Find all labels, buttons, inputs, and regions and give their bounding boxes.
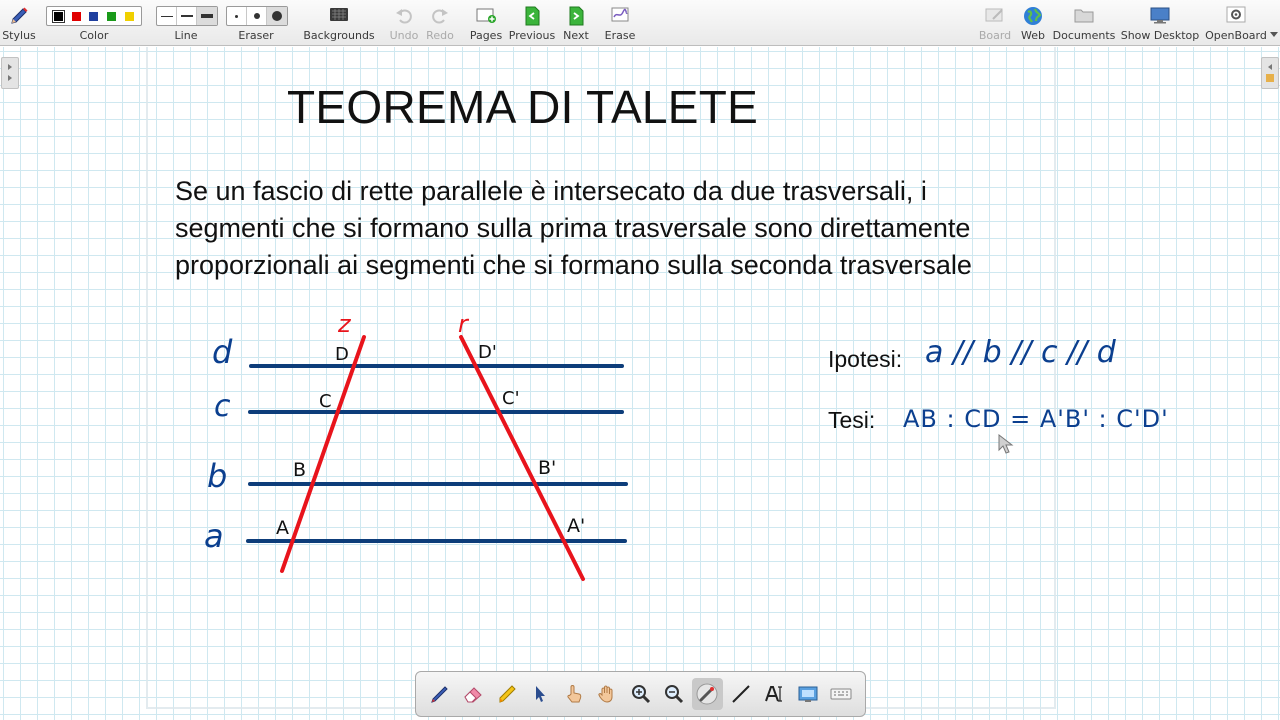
pages-button[interactable]: [466, 0, 506, 46]
eraser-large-option[interactable]: [267, 7, 287, 25]
zoom-out-icon: [662, 682, 686, 706]
laser-pointer-icon: [695, 682, 719, 706]
documents-button[interactable]: [1052, 0, 1116, 46]
pen-tool-button[interactable]: [424, 678, 455, 710]
color-swatch-blue[interactable]: [89, 12, 98, 21]
line-width-segments: [156, 6, 218, 26]
highlighter-tool-button[interactable]: [491, 678, 522, 710]
color-swatch-red[interactable]: [72, 12, 81, 21]
pen-icon: [428, 682, 452, 706]
erase-page-icon: [609, 5, 631, 25]
zoom-out-tool-button[interactable]: [658, 678, 689, 710]
transversal-z: [282, 337, 364, 571]
documents-label: Documents: [1052, 29, 1116, 42]
text-icon: [762, 682, 786, 706]
eraser-size-picker[interactable]: [225, 0, 287, 46]
zoom-in-icon: [629, 682, 653, 706]
capture-tool-button[interactable]: [792, 678, 823, 710]
eraser-label: Eraser: [238, 29, 274, 42]
erase-label: Erase: [604, 29, 636, 42]
gear-icon: [1225, 5, 1247, 25]
main-toolbar: [0, 0, 1280, 46]
openboard-label: OpenBoard: [1205, 29, 1267, 42]
previous-page-icon: [522, 5, 542, 27]
line-thick-option[interactable]: [197, 7, 217, 25]
next-page-icon: [566, 5, 586, 27]
theorem-line-3: proporzionali ai segmenti che si formano sulla seconda trasversale: [175, 250, 972, 280]
page-title: TEOREMA DI TALETE: [287, 81, 759, 133]
undo-button[interactable]: [388, 0, 420, 46]
line-medium-option[interactable]: [177, 7, 197, 25]
backgrounds-icon: [328, 5, 350, 25]
point-label-D-prime: D': [478, 342, 497, 363]
point-label-A: A: [276, 517, 289, 539]
hypothesis-label: Ipotesi:: [828, 346, 903, 372]
redo-button[interactable]: [424, 0, 456, 46]
eraser-icon: [461, 682, 485, 706]
pointing-hand-icon: [562, 682, 586, 706]
line-icon: [729, 682, 753, 706]
color-swatch-yellow[interactable]: [125, 12, 134, 21]
hand-icon: [595, 682, 619, 706]
undo-label: Undo: [389, 29, 419, 42]
openboard-dropdown-icon[interactable]: [1270, 32, 1278, 38]
transversal-label-r: r: [458, 310, 468, 338]
board-label: Board: [978, 29, 1012, 42]
folder-icon: [1073, 5, 1095, 25]
line-tool-button[interactable]: [725, 678, 756, 710]
selector-tool-button[interactable]: [524, 678, 555, 710]
line-label-b: b: [207, 457, 228, 495]
whiteboard-canvas[interactable]: [0, 47, 1280, 720]
pages-label: Pages: [469, 29, 503, 42]
openboard-menu-button[interactable]: [1204, 0, 1268, 46]
zoom-in-tool-button[interactable]: [625, 678, 656, 710]
redo-icon: [430, 5, 450, 25]
theorem-line-2: segmenti che si formano sulla prima trasversale sono direttamente: [175, 213, 971, 243]
thesis-handwriting: AB : CD = A'B' : C'D': [903, 405, 1169, 433]
redo-label: Redo: [426, 29, 454, 42]
point-label-A-prime: A': [567, 515, 586, 537]
web-label: Web: [1021, 29, 1045, 42]
theorem-line-1: Se un fascio di rette parallele è intersecato da due trasversali, i: [175, 176, 927, 206]
text-tool-button[interactable]: [759, 678, 790, 710]
line-label-a: a: [204, 517, 224, 555]
line-thin-option[interactable]: [157, 7, 177, 25]
tool-palette: [415, 671, 866, 717]
point-label-B-prime: B': [538, 457, 557, 479]
board-icon: [984, 5, 1006, 25]
add-page-icon: [475, 5, 497, 25]
globe-icon: [1022, 5, 1044, 27]
interact-tool-button[interactable]: [558, 678, 589, 710]
color-swatches: [46, 6, 142, 26]
laser-pointer-tool-button[interactable]: [692, 678, 723, 710]
next-page-button[interactable]: [558, 0, 594, 46]
thesis-label: Tesi:: [828, 407, 876, 433]
backgrounds-label: Backgrounds: [303, 29, 375, 42]
backgrounds-button[interactable]: [302, 0, 376, 46]
web-button[interactable]: [1016, 0, 1050, 46]
point-label-B: B: [293, 459, 307, 481]
virtual-keyboard-button[interactable]: [826, 678, 857, 710]
line-label-c: c: [214, 389, 231, 424]
color-label: Color: [79, 29, 109, 42]
point-label-D: D: [335, 344, 349, 365]
color-swatch-green[interactable]: [107, 12, 116, 21]
show-desktop-label: Show Desktop: [1120, 29, 1200, 42]
eraser-medium-option[interactable]: [247, 7, 267, 25]
hand-tool-button[interactable]: [591, 678, 622, 710]
point-label-C: C: [319, 391, 332, 412]
color-picker[interactable]: [44, 0, 144, 46]
next-label: Next: [563, 29, 589, 42]
undo-icon: [394, 5, 414, 25]
capture-icon: [796, 682, 820, 706]
monitor-icon: [1149, 5, 1171, 25]
line-label: Line: [174, 29, 198, 42]
color-swatch-black[interactable]: [54, 12, 63, 21]
line-label-d: d: [212, 333, 233, 371]
stylus-button[interactable]: [0, 0, 38, 46]
erase-button[interactable]: [600, 0, 640, 46]
thales-diagram: [0, 47, 1280, 720]
mouse-pointer-icon: [998, 434, 1016, 456]
stylus-label: Stylus: [2, 29, 36, 42]
stylus-icon: [8, 5, 30, 27]
line-width-picker[interactable]: [155, 0, 217, 46]
point-label-C-prime: C': [502, 388, 520, 409]
highlighter-icon: [495, 682, 519, 706]
hypothesis-handwriting: a // b // c // d: [925, 335, 1116, 370]
eraser-size-segments: [226, 6, 288, 26]
keyboard-icon: [829, 682, 853, 706]
transversal-label-z: z: [338, 310, 351, 338]
eraser-tool-button[interactable]: [457, 678, 488, 710]
arrow-cursor-icon: [528, 682, 552, 706]
previous-page-button[interactable]: [508, 0, 556, 46]
show-desktop-button[interactable]: [1120, 0, 1200, 46]
board-button[interactable]: [976, 0, 1014, 46]
eraser-small-option[interactable]: [227, 7, 247, 25]
previous-label: Previous: [508, 29, 556, 42]
